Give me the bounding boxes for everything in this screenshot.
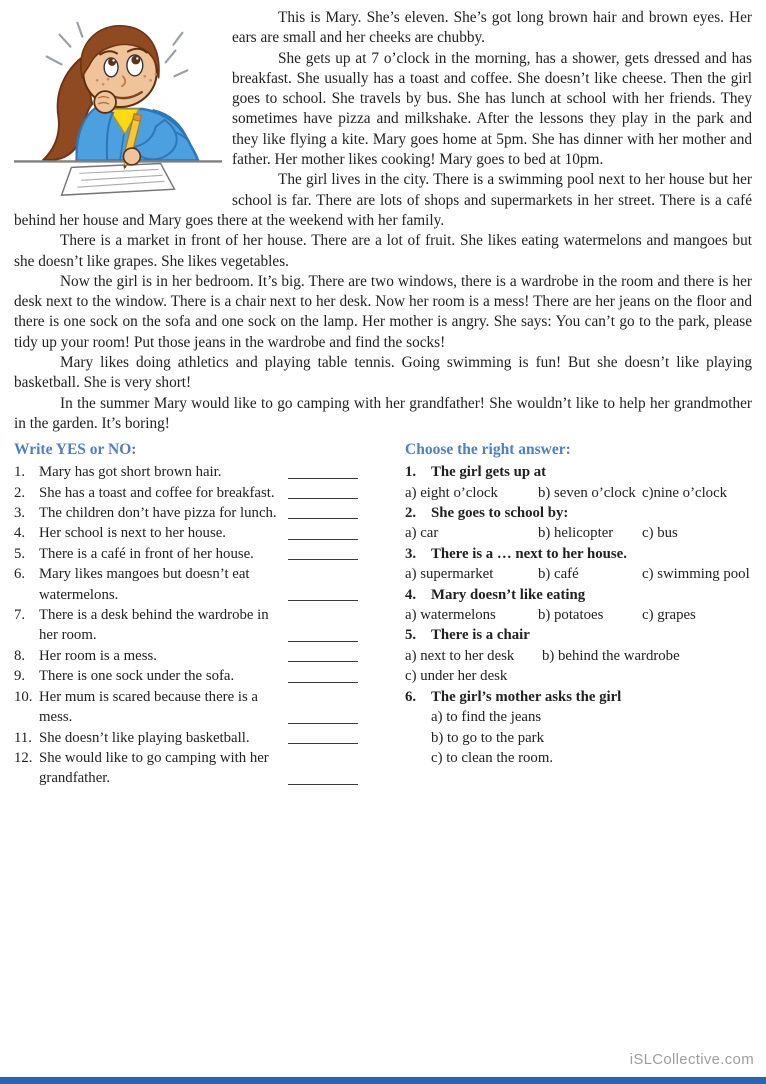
mc-options — [405, 646, 752, 687]
mc-option: c) bus — [642, 525, 678, 542]
answer-blank — [288, 784, 358, 785]
question-text: The girl’s mother asks the girl — [431, 688, 622, 705]
multiple-choice-header: Choose the right answer: — [405, 441, 571, 459]
item-text: Mary likes mangoes but doesn’t eat watermelons. — [39, 566, 250, 603]
mc-option: b) to go to the park — [431, 729, 545, 746]
yes-no-header: Write YES or NO: — [14, 441, 137, 459]
mc-option: a) next to her desk — [405, 647, 515, 664]
answer-blank — [288, 539, 358, 540]
item-number: 3. — [14, 505, 26, 522]
item-text: Mary has got short brown hair. — [39, 464, 222, 481]
passage-paragraph: The girl lives in the city. There is a swimming pool next to her house but her school is far. There are lots of shops and supermarkets in her street. There is a café behind her house and Mary goes there at the weekend with her family. — [14, 171, 752, 229]
question-text: There is a … next to her house. — [431, 545, 627, 562]
passage-paragraph: There is a market in front of her house. There are a lot of fruit. She likes eating watermelons and mangoes but she doesn’t like grapes. She likes vegetables. — [14, 232, 752, 270]
question-number: 3. — [405, 545, 417, 562]
item-number: 5. — [14, 545, 26, 562]
mc-option: b) helicopter — [538, 525, 614, 542]
multiple-choice-section — [388, 440, 752, 789]
mc-question — [405, 687, 752, 707]
mc-option: a) to find the jeans — [431, 709, 542, 726]
yes-no-item — [14, 687, 388, 728]
mc-options — [405, 564, 752, 584]
hand — [123, 148, 140, 165]
passage-paragraph: Now the girl is in her bedroom. It’s big. There are two windows, there is a wardrobe in the room and there is her desk next to the window. There is a chair next to her desk. Now her room is a mess! There are her jeans on the floor and there is one sock on the sofa and one sock on the lamp. Her mother is angry. She says: You can’t go to the park, please tidy up your room! Put those jeans in the wardrobe and find the socks! — [14, 272, 752, 351]
yes-no-list — [14, 462, 388, 789]
mc-option: b) behind the wardrobe — [542, 647, 680, 664]
item-text: She has a toast and coffee for breakfast. — [39, 484, 275, 501]
reading-passage — [14, 8, 752, 434]
yes-no-item — [14, 523, 388, 543]
yes-no-item — [14, 748, 388, 789]
item-text: She doesn’t like playing basketball. — [39, 729, 250, 746]
yes-no-section — [14, 440, 388, 789]
passage-paragraph: In the summer Mary would like to go camping with her grandfather! She wouldn’t like to help her grandmother in the garden. It’s boring! — [14, 394, 752, 432]
exercises — [14, 440, 752, 789]
passage-paragraph: She gets up at 7 o’clock in the morning, has a shower, gets dressed and has breakfast. She usually has a toast and coffee. She doesn’t like cheese. Then the girl goes to school. She travels by bus. She has lunch at school with her friends. They sometimes have pizza and milkshake. After the lessons they play in the park and they like flying a kite. Mary goes home at 5pm. She has dinner with her mother and father. Her mother likes cooking! Mary goes to bed at 10pm. — [232, 49, 752, 169]
mc-question — [405, 544, 752, 564]
yes-no-item — [14, 564, 388, 605]
item-text: There is one sock under the sofa. — [39, 668, 235, 685]
watermark: iSLCollective.com — [629, 1051, 754, 1068]
item-number: 8. — [14, 647, 26, 664]
item-number: 6. — [14, 566, 26, 583]
mc-option: a) car — [405, 525, 439, 542]
mc-question — [405, 585, 752, 605]
yes-no-item — [14, 728, 388, 748]
mc-option: a) supermarket — [405, 566, 494, 583]
question-text: The girl gets up at — [431, 464, 547, 481]
answer-blank — [288, 723, 358, 724]
item-number: 4. — [14, 525, 26, 542]
girl-illustration — [14, 10, 222, 204]
mc-question — [405, 462, 752, 482]
bottom-bar — [0, 1077, 766, 1084]
mc-option: c) swimming pool — [642, 566, 750, 583]
question-number: 6. — [405, 688, 417, 705]
item-number: 10. — [14, 688, 33, 705]
answer-blank — [288, 600, 358, 601]
answer-blank — [288, 661, 358, 662]
mc-question — [405, 625, 752, 645]
answer-blank — [288, 743, 358, 744]
mc-option: b) seven o’clock — [538, 484, 636, 501]
mc-option: c) grapes — [642, 607, 696, 624]
item-number: 1. — [14, 464, 26, 481]
yes-no-item — [14, 462, 388, 482]
yes-no-item — [14, 483, 388, 503]
item-number: 2. — [14, 484, 26, 501]
mc-option: b) potatoes — [538, 607, 604, 624]
mc-option: a) watermelons — [405, 607, 496, 624]
item-number: 11. — [14, 729, 32, 746]
answer-blank — [288, 682, 358, 683]
answer-blank — [288, 559, 358, 560]
question-text: There is a chair — [431, 627, 530, 644]
question-number: 2. — [405, 505, 417, 522]
mc-options — [405, 523, 752, 543]
item-text: There is a café in front of her house. — [39, 545, 254, 562]
mc-option: c) under her desk — [405, 668, 508, 685]
mc-option: a) eight o’clock — [405, 484, 498, 501]
item-text: Her school is next to her house. — [39, 525, 226, 542]
multiple-choice-list — [405, 462, 752, 768]
answer-blank — [288, 478, 358, 479]
mc-options — [405, 707, 752, 768]
item-number: 12. — [14, 749, 33, 766]
passage-paragraph: This is Mary. She’s eleven. She’s got long brown hair and brown eyes. Her ears are small and her cheeks are chubby. — [232, 9, 752, 47]
question-text: Mary doesn’t like eating — [431, 586, 586, 603]
yes-no-item — [14, 503, 388, 523]
yes-no-item — [14, 605, 388, 646]
question-number: 4. — [405, 586, 417, 603]
mc-option: b) café — [538, 566, 579, 583]
answer-blank — [288, 641, 358, 642]
item-text: The children don’t have pizza for lunch. — [39, 505, 277, 522]
item-text: There is a desk behind the wardrobe in her room. — [39, 607, 269, 644]
item-text: Her room is a mess. — [39, 647, 157, 664]
question-text: She goes to school by: — [431, 505, 569, 522]
mc-option: c) to clean the room. — [431, 749, 554, 766]
answer-blank — [288, 498, 358, 499]
item-number: 7. — [14, 607, 26, 624]
question-number: 1. — [405, 464, 417, 481]
mc-question — [405, 503, 752, 523]
mc-options — [405, 483, 752, 503]
yes-no-item — [14, 544, 388, 564]
item-number: 9. — [14, 668, 26, 685]
answer-blank — [288, 518, 358, 519]
yes-no-item — [14, 646, 388, 666]
item-text: She would like to go camping with her grandfather. — [39, 749, 269, 787]
item-text: Her mum is scared because there is a mess. — [39, 688, 258, 726]
question-number: 5. — [405, 627, 417, 644]
yes-no-item — [14, 666, 388, 686]
passage-paragraph: Mary likes doing athletics and playing table tennis. Going swimming is fun! But she doesn’t like playing basketball. She is very short! — [14, 354, 752, 392]
mc-options — [405, 605, 752, 625]
paper — [62, 163, 175, 195]
mc-option: c)nine o’clock — [642, 484, 728, 501]
